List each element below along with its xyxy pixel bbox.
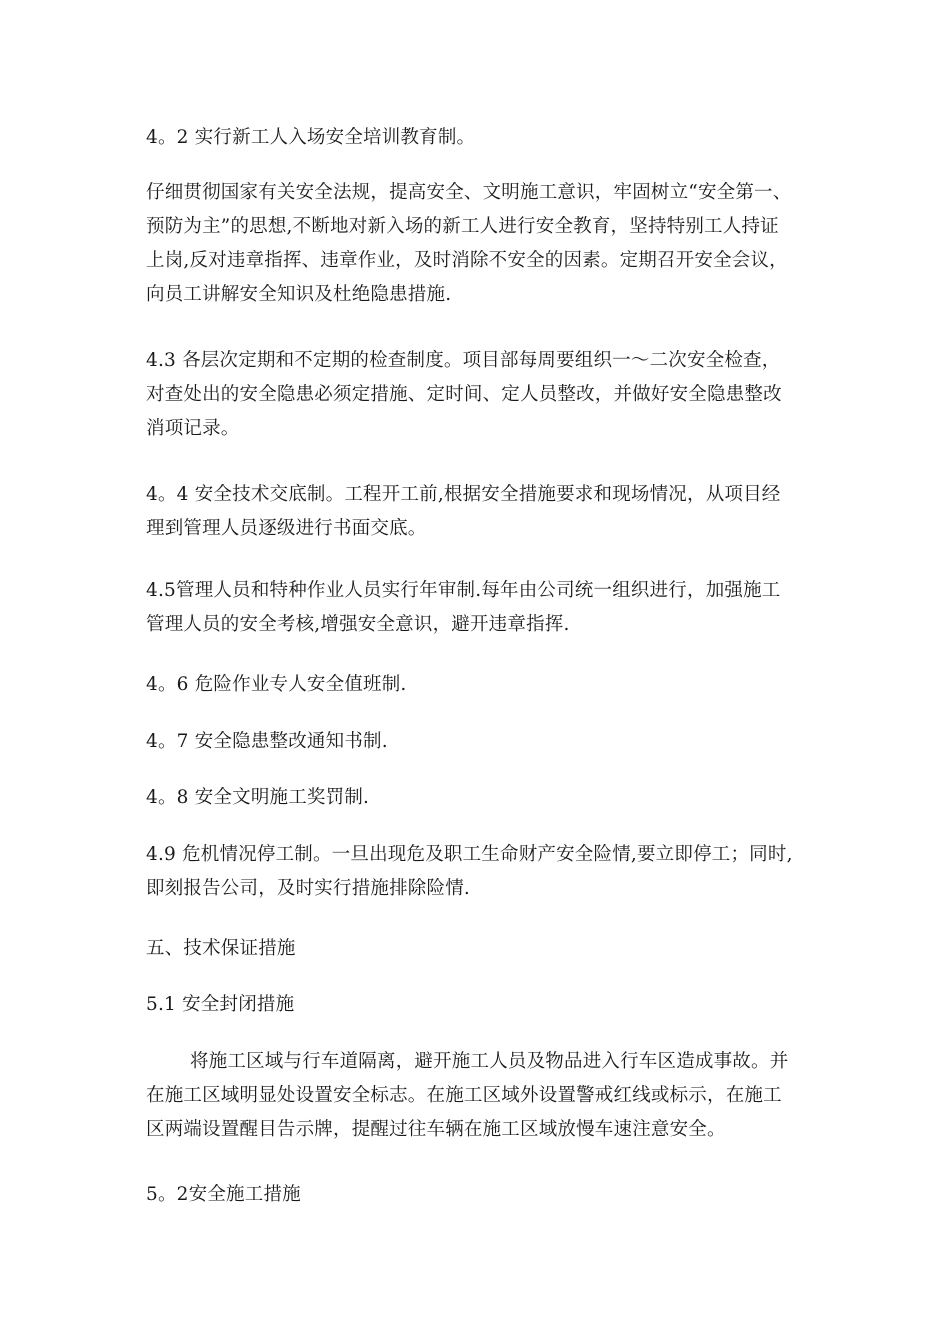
text-line: 理到管理人员逐级进行书面交底。 <box>146 518 427 539</box>
text-line: 5.1 安全封闭措施 <box>146 994 295 1015</box>
paragraph-4-7 <box>146 725 816 759</box>
text-line: 仔细贯彻国家有关安全法规，提高安全、文明施工意识，牢固树立“安全第一、 <box>146 182 792 203</box>
text-line: 对查处出的安全隐患必须定措施、定时间、定人员整改，并做好安全隐患整改 <box>146 384 782 405</box>
text-line: 4。4 安全技术交底制。工程开工前,根据安全措施要求和现场情况，从项目经 <box>146 484 781 505</box>
text-line: 4。7 安全隐患整改通知书制. <box>146 731 388 752</box>
paragraph-5-1-body <box>146 1045 816 1147</box>
paragraph-4-2-body <box>146 176 816 312</box>
text-line: 4.9 危机情况停工制。一旦出现危及职工生命财产安全险情,要立即停工；同时, <box>146 844 793 865</box>
paragraph-4-8 <box>146 781 816 815</box>
text-line: 消项记录。 <box>146 418 240 439</box>
text-line: 4。8 安全文明施工奖罚制. <box>146 787 370 808</box>
text-line: 将施工区域与行车道隔离，避开施工人员及物品进入行车区造成事故。并 <box>190 1051 789 1072</box>
text-line: 向员工讲解安全知识及杜绝隐患措施. <box>146 284 452 305</box>
text-line: 即刻报告公司，及时实行措施排除险情. <box>146 878 470 899</box>
text-line: 4.5管理人员和特种作业人员实行年审制.每年由公司统一组织进行，加强施工 <box>146 580 781 601</box>
text-line: 在施工区域明显处设置安全标志。在施工区域外设置警戒红线或标示，在施工 <box>146 1085 782 1106</box>
paragraph-4-5 <box>146 574 816 642</box>
text-line: 五、技术保证措施 <box>146 938 296 959</box>
text-line: 5。2安全施工措施 <box>146 1184 301 1205</box>
paragraph-4-3 <box>146 344 816 446</box>
text-line: 上岗,反对违章指挥、违章作业，及时消除不安全的因素。定期召开安全会议， <box>146 250 788 271</box>
subheading-5-1 <box>146 988 816 1022</box>
text-line: 管理人员的安全考核,增强安全意识，避开违章指挥. <box>146 614 570 635</box>
text-line: 4。6 危险作业专人安全值班制. <box>146 674 407 695</box>
section-heading-5 <box>146 932 816 966</box>
text-line: 4。2 实行新工人入场安全培训教育制。 <box>146 127 476 148</box>
text-line: 4.3 各层次定期和不定期的检查制度。项目部每周要组织一～二次安全检查， <box>146 350 781 371</box>
paragraph-4-9 <box>146 838 816 906</box>
text-line: 区两端设置醒目告示牌，提醒过往车辆在施工区域放慢车速注意安全。 <box>146 1119 726 1140</box>
subheading-5-2 <box>146 1178 816 1212</box>
paragraph-4-4 <box>146 478 816 546</box>
paragraph-4-6 <box>146 668 816 702</box>
paragraph-4-2 <box>146 121 816 155</box>
text-line: 预防为主”的思想,不断地对新入场的新工人进行安全教育，坚持特别工人持证 <box>146 216 779 237</box>
